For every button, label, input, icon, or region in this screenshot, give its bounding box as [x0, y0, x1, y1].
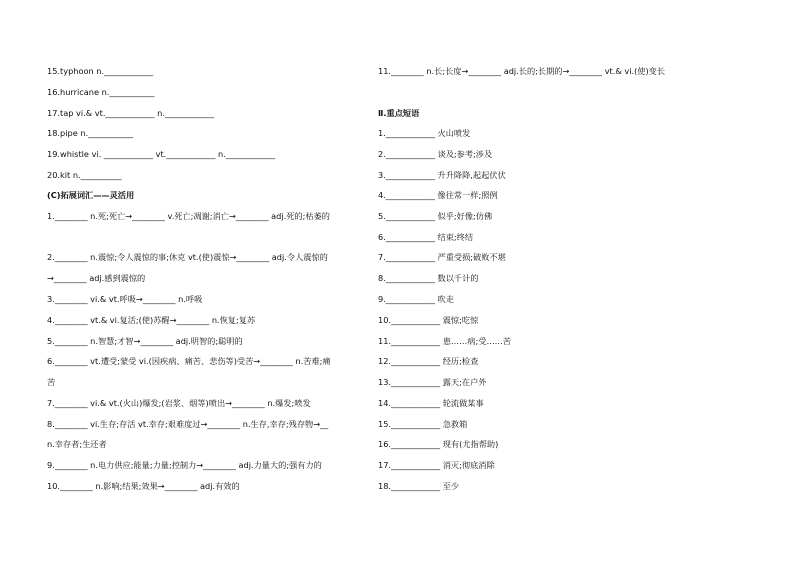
phrase-line: 7.____________ 严重受损;破败不堪 — [378, 252, 506, 262]
phrase-line: 3.____________ 升升降降,起起伏伏 — [378, 170, 506, 180]
vocab-line: 9.________ n.电力供应;能量;力量;控制力→________ adj.力量大的;强有力的 — [47, 460, 322, 470]
section-heading: Ⅱ.重点短语 — [378, 108, 420, 118]
vocab-line: 3.________ vi.& vt.呼吸→________ n.呼吸 — [47, 294, 203, 304]
phrase-line: 18.____________ 至少 — [378, 481, 460, 491]
vocab-line: 15.typhoon n.____________ — [47, 66, 154, 76]
vocab-line: 18.pipe n.___________ — [47, 128, 134, 138]
phrase-line: 17.____________ 消灭;彻底消除 — [378, 460, 495, 470]
phrase-line: 1.____________ 火山喷发 — [378, 128, 471, 138]
vocab-line: 11.________ n.长;长度→________ adj.长的;长期的→________ vt.& vi.(使)变长 — [378, 66, 666, 76]
phrase-line: 13.____________ 露天;在户外 — [378, 377, 487, 387]
vocab-line: 10.________ n.影响;结果;效果→________ adj.有效的 — [47, 481, 240, 491]
phrase-line: 16.____________ 现有(尤指帮助) — [378, 439, 499, 449]
vocab-line: 19.whistle vi. ____________ vt.____________ n.____________ — [47, 149, 275, 159]
vocab-line: 7.________ vi.& vt.(火山)爆发;(岩浆、烟等)喷出→________ n.爆发;喷发 — [47, 398, 311, 408]
vocab-line: n.幸存者;生还者 — [47, 439, 107, 449]
phrase-line: 14.____________ 轮流做某事 — [378, 398, 484, 408]
phrase-line: 5.____________ 似乎;好像;仿佛 — [378, 211, 493, 221]
vocab-line: 苦 — [47, 377, 56, 387]
vocab-line: 8.________ vi.生存;存活 vt.幸存;艰难度过→________ n.生存,幸存;残存物→__ — [47, 419, 329, 429]
vocab-line: 2.________ n.震惊;令人震惊的事;休克 vt.(使)震惊→________ adj.令人震惊的 — [47, 252, 328, 262]
phrase-line: 2.____________ 谈及;参考;涉及 — [378, 149, 493, 159]
vocab-line: 17.tap vi.& vt.____________ n.____________ — [47, 108, 215, 118]
phrase-line: 4.____________ 像往常一样;照例 — [378, 190, 498, 200]
section-heading: (C)拓展词汇——灵活用 — [47, 190, 135, 200]
vocab-line: 16.hurricane n.___________ — [47, 87, 155, 97]
phrase-line: 9.____________ 吹走 — [378, 294, 454, 304]
phrase-line: 15.____________ 急救箱 — [378, 419, 468, 429]
vocab-line: 6.________ vt.遭受;蒙受 vi.(因疾病、痛苦、悲伤等)受苦→________ n.苦难;痛 — [47, 356, 331, 366]
vocab-line: 4.________ vt.& vi.复活;(使)苏醒→________ n.恢复;复苏 — [47, 315, 256, 325]
phrase-line: 10.____________ 震惊;吃惊 — [378, 315, 479, 325]
phrase-line: 8.____________ 数以千计的 — [378, 273, 479, 283]
vocab-line: →________ adj.感到震惊的 — [47, 273, 146, 283]
phrase-line: 6.____________ 结束;终结 — [378, 232, 474, 242]
phrase-line: 12.____________ 经历;检查 — [378, 356, 479, 366]
vocab-line: 1.________ n.死;死亡→________ v.死亡;凋谢;消亡→________ adj.死的;枯萎的 — [47, 211, 330, 221]
vocab-line: 20.kit n.__________ — [47, 170, 122, 180]
vocab-line: 5.________ n.智慧;才智→________ adj.明智的;聪明的 — [47, 336, 243, 346]
phrase-line: 11.____________ 患……病;受……苦 — [378, 336, 512, 346]
